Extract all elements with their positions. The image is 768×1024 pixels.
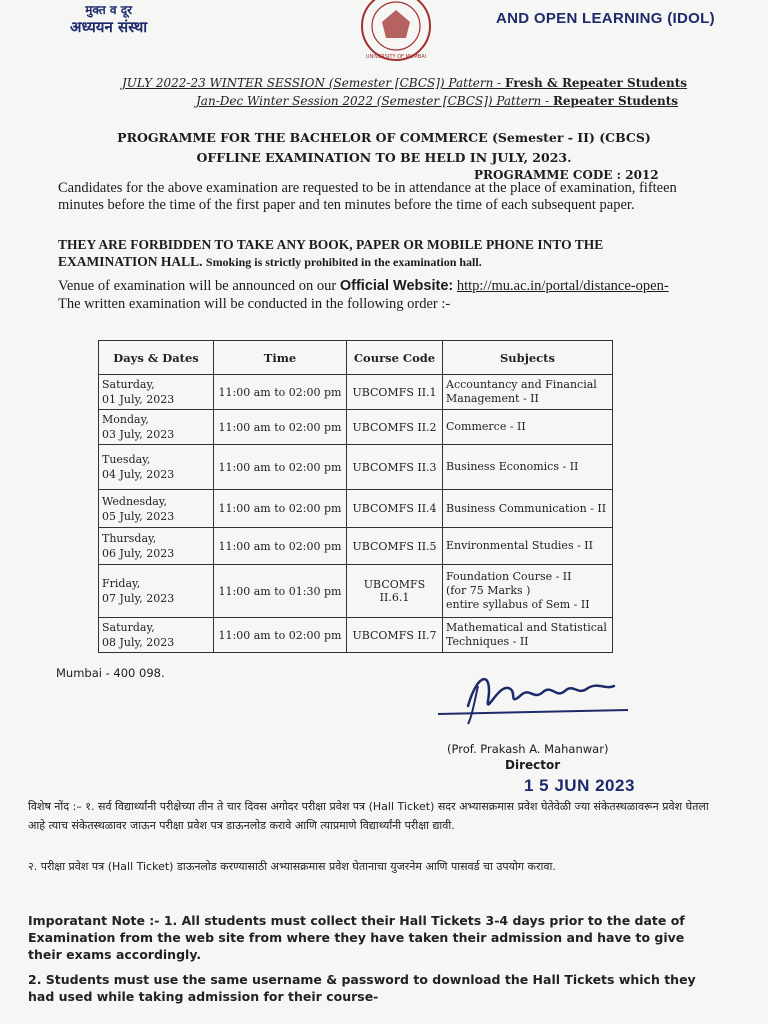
session-line-2: [196, 94, 678, 108]
time-cell: 11:00 am to 02:00 pm: [214, 490, 347, 528]
day-date-cell: [99, 618, 214, 653]
table-row: [99, 528, 613, 565]
director-signature: [438, 666, 638, 726]
designation: Director: [505, 758, 561, 772]
session-line-1: [122, 76, 687, 90]
course-code-cell: UBCOMFS II.1: [347, 375, 443, 410]
day-date-cell: [99, 565, 214, 618]
attendance-instruction: Candidates for the above examination are requested to be in attendance at the place of examination, fifteen minutes before the time of the first paper and ten minutes before the time of each subsequent paper.: [58, 180, 677, 213]
subject-cell: [443, 445, 613, 490]
date: 05 July, 2023: [102, 509, 175, 523]
session-1-students: Fresh & Repeater Students: [505, 76, 688, 90]
programme-code: PROGRAMME CODE : 2012: [474, 168, 659, 182]
header-marathi-line2: अध्ययन संस्था: [70, 18, 148, 36]
forbidden-notice: [58, 236, 694, 271]
date-stamp: 1 5 JUN 2023: [524, 776, 635, 795]
day: Saturday,: [102, 378, 155, 391]
venue-line: [58, 278, 694, 295]
date: 07 July, 2023: [102, 592, 175, 605]
subject-cell: [443, 565, 613, 618]
venue-prefix: Venue of examination will be announced on our: [58, 278, 340, 294]
subject-line: Foundation Course - II: [446, 570, 572, 583]
subject-line: Mathematical and Statistical: [446, 621, 607, 634]
day-date-cell: [99, 528, 214, 565]
table-row: [99, 618, 613, 653]
time-cell: 11:00 am to 02:00 pm: [214, 445, 347, 490]
day-date-cell: [99, 410, 214, 445]
subject-cell: [443, 618, 613, 653]
subject-cell: [443, 375, 613, 410]
important-note-1: Imporatant Note :- 1. All students must collect their Hall Tickets 3-4 days prior to the date of Examination from the web site from where they have taken their admission and have to give their exams accordingly.: [28, 913, 685, 962]
time-cell: 11:00 am to 02:00 pm: [214, 375, 347, 410]
institute-name-marathi: [70, 2, 147, 36]
official-website-link[interactable]: http://mu.ac.in/portal/distance-open-: [456, 278, 669, 294]
date: 08 July, 2023: [102, 636, 175, 649]
smoking-text: Smoking is strictly prohibited in the examination hall.: [205, 255, 482, 269]
date: 01 July, 2023: [102, 393, 175, 406]
subject-line: Business Communication - II: [446, 501, 607, 515]
date: 03 July, 2023: [102, 428, 175, 441]
course-code-cell: UBCOMFS II.6.1: [347, 565, 443, 618]
important-note-2: 2. Students must use the same username & password to download the Hall Tickets which they had used while taking admission for their course-: [28, 972, 696, 1004]
table-row: [99, 490, 613, 528]
forbidden-text: THEY ARE FORBIDDEN TO TAKE ANY BOOK, PAPER OR MOBILE PHONE INTO THE EXAMINATION HALL.: [58, 237, 604, 269]
day: Monday,: [102, 413, 149, 426]
session-2-students: Repeater Students: [552, 94, 679, 108]
day-date-cell: [99, 490, 214, 528]
time-cell: 11:00 am to 02:00 pm: [214, 410, 347, 445]
col-header-code: Course Code: [347, 341, 443, 375]
time-cell: 11:00 am to 02:00 pm: [214, 528, 347, 565]
subject-line: Business Economics - II: [446, 460, 579, 473]
subject-cell: [443, 410, 613, 445]
exam-timetable: [98, 340, 613, 653]
day: Friday,: [102, 577, 141, 590]
subject-line: (for 75 Marks ): [446, 584, 531, 597]
signatory-name: (Prof. Prakash A. Mahanwar): [447, 742, 609, 756]
university-seal-logo: [346, 0, 446, 62]
subject-line: Environmental Studies - II: [446, 539, 593, 552]
marathi-note-2: २. परीक्षा प्रवेश पत्र (Hall Ticket) डाऊनलोड करण्यासाठी अभ्यासक्रमास प्रवेश घेतानाचा युजरनेम आणि पासवर्ड चा उपयोग करावा.: [28, 860, 556, 873]
subject-line: entire syllabus of Sem - II: [446, 598, 590, 611]
subject-line: Management - II: [446, 392, 539, 405]
course-code-cell: UBCOMFS II.7: [347, 618, 443, 653]
session-2-text: Jan-Dec Winter Session 2022 (Semester [CBCS]) Pattern -: [196, 94, 553, 108]
course-code-cell: UBCOMFS II.2: [347, 410, 443, 445]
table-row: [99, 375, 613, 410]
col-header-subjects: Subjects: [443, 341, 613, 375]
header-marathi-line1: मुक्त व दूर: [85, 3, 132, 17]
order-line: The written examination will be conducted in the following order :-: [58, 296, 451, 312]
marathi-note-1: विशेष नोंद :– १. सर्व विद्यार्थ्यांनी परीक्षेच्या तीन ते चार दिवस अगोदर परीक्षा प्रवेश पत्र (Hall Ticket) सदर अभ्यासक्रमास प्रवेश घेतेवेळी ज्या संकेतस्थळावरून प्रवेश घेतला आहे त्याच संकेतस्थळावर जाऊन परीक्षा प्रवेश पत्र डाऊनलोड करावे आणि त्याप्रमाणे विद्यार्थ्यांनी परीक्षा द्यावी.: [28, 800, 709, 832]
date: 04 July, 2023: [102, 468, 175, 481]
day-date-cell: [99, 445, 214, 490]
day: Tuesday,: [102, 453, 151, 466]
time-cell: 11:00 am to 02:00 pm: [214, 618, 347, 653]
course-code-cell: UBCOMFS II.3: [347, 445, 443, 490]
col-header-time: Time: [214, 341, 347, 375]
course-code-cell: UBCOMFS II.5: [347, 528, 443, 565]
institute-name-english: AND OPEN LEARNING (IDOL): [496, 10, 715, 27]
programme-title: PROGRAMME FOR THE BACHELOR OF COMMERCE (Semester - II) (CBCS): [117, 130, 651, 145]
svg-text:UNIVERSITY OF MUMBAI: UNIVERSITY OF MUMBAI: [365, 54, 427, 60]
session-1-text: JULY 2022-23 WINTER SESSION (Semester [CBCS]) Pattern -: [122, 76, 506, 90]
subject-line: Techniques - II: [446, 635, 529, 648]
subject-line: Commerce - II: [446, 420, 526, 433]
table-header-row: [99, 341, 613, 375]
table-row: [99, 410, 613, 445]
course-code-cell: UBCOMFS II.4: [347, 490, 443, 528]
exam-title: OFFLINE EXAMINATION TO BE HELD IN JULY, 2023.: [196, 150, 572, 165]
time-cell: 11:00 am to 01:30 pm: [214, 565, 347, 618]
day: Saturday,: [102, 621, 155, 634]
subject-cell: [443, 528, 613, 565]
date: 06 July, 2023: [102, 547, 175, 560]
venue-label: Official Website:: [339, 278, 454, 294]
day: Wednesday,: [102, 494, 168, 508]
table-row: [99, 445, 613, 490]
subject-line: Accountancy and Financial: [446, 378, 597, 391]
table-row: [99, 565, 613, 618]
day: Thursday,: [102, 532, 157, 545]
col-header-days: Days & Dates: [99, 341, 214, 375]
city-pincode: Mumbai - 400 098.: [56, 666, 165, 680]
subject-cell: [443, 490, 613, 528]
day-date-cell: [99, 375, 214, 410]
